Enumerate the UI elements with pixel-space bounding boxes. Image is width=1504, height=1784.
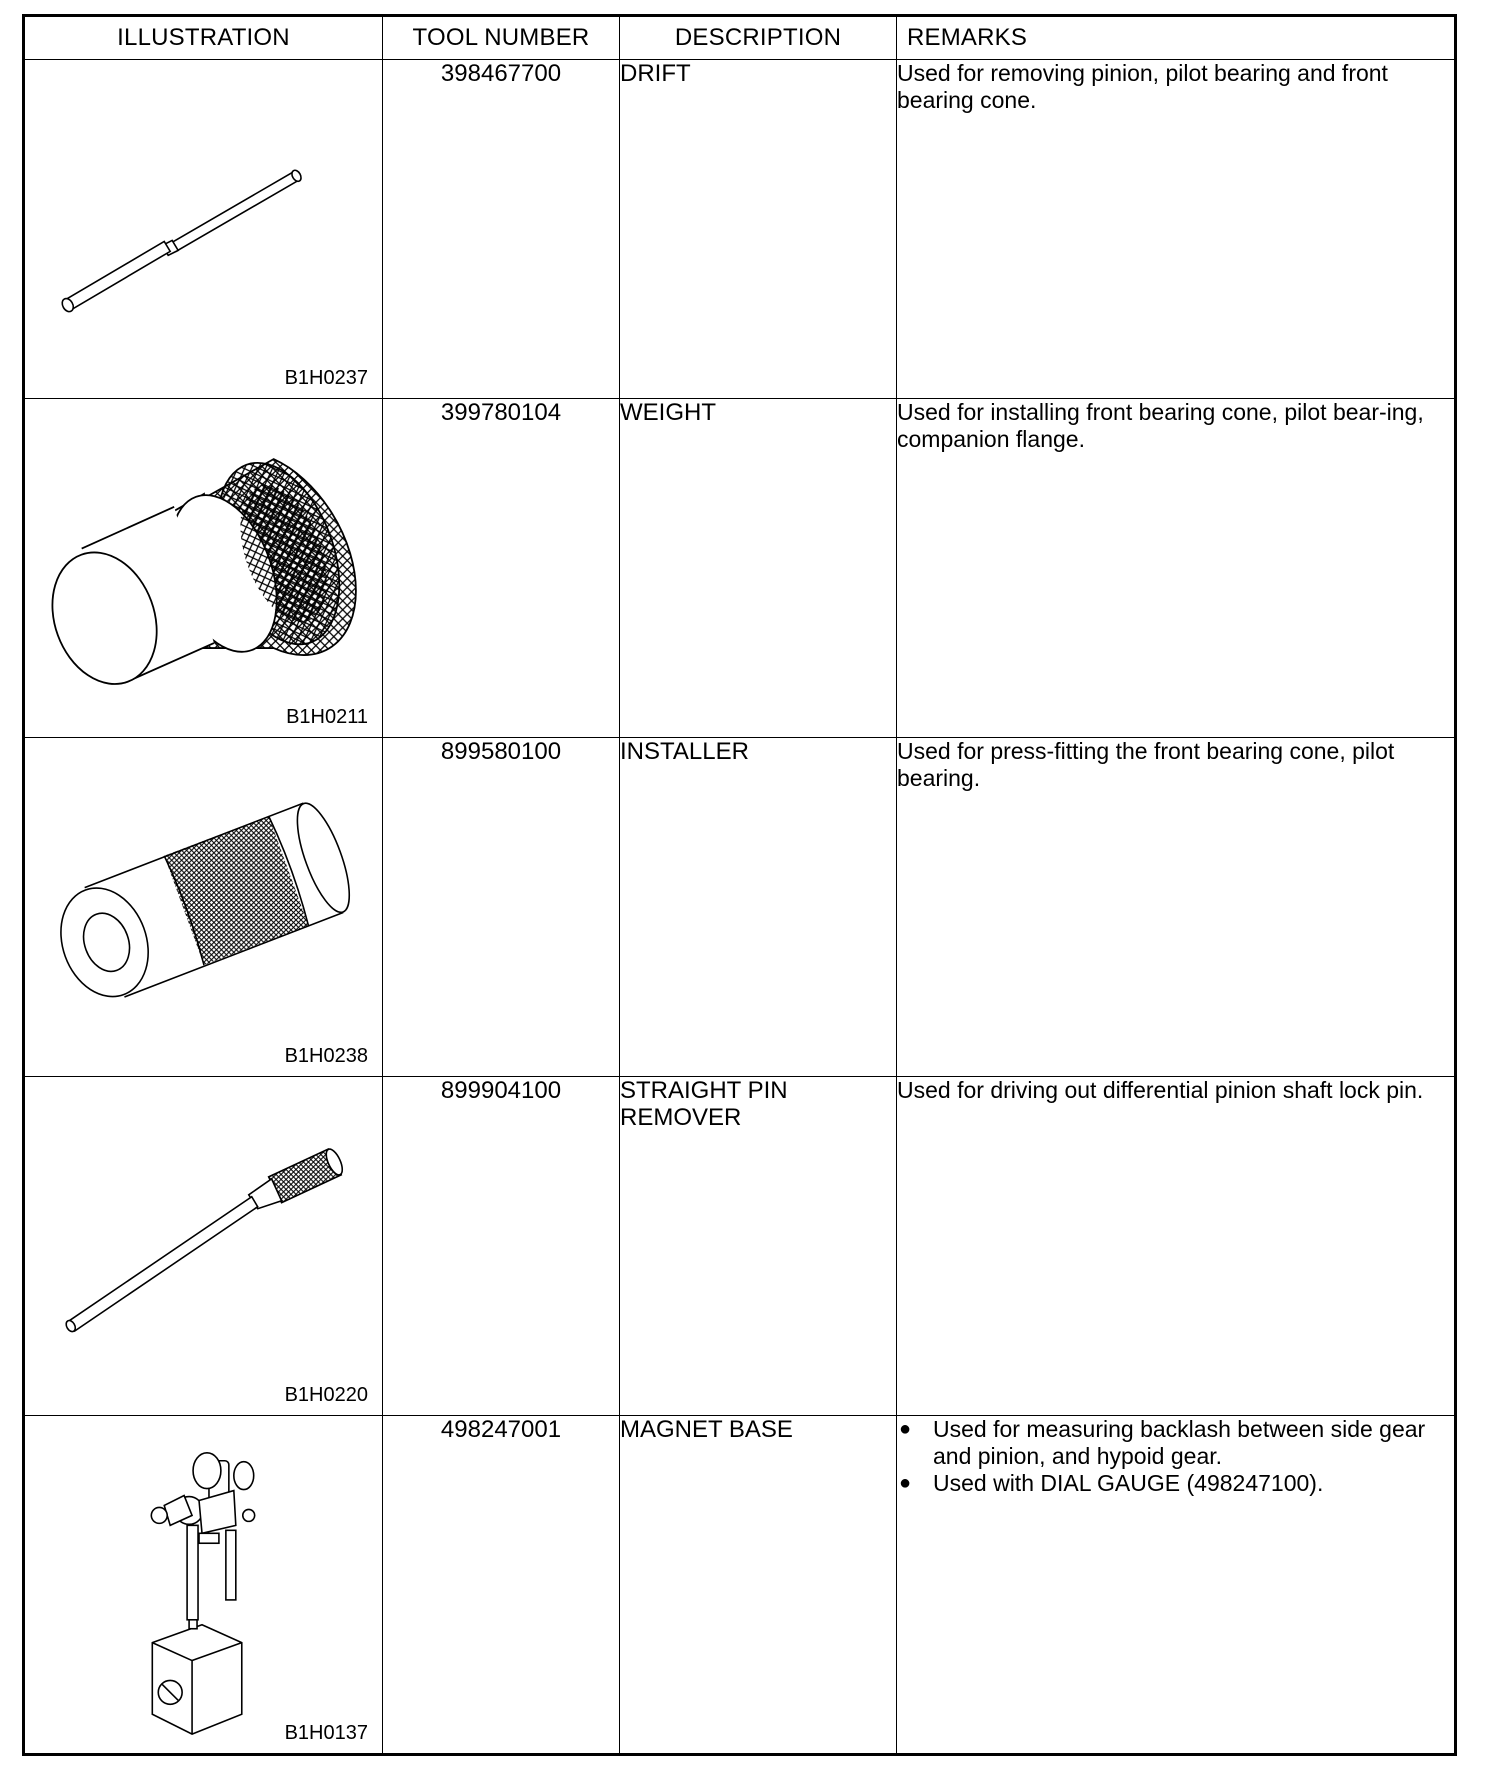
- special-tools-table: [22, 14, 1457, 1756]
- description-cell: MAGNET BASE: [620, 1416, 897, 1755]
- figure-code: B1H0211: [286, 706, 368, 728]
- header-remarks: REMARKS: [897, 16, 1456, 60]
- straight-pin-remover-icon: [25, 1077, 382, 1415]
- list-item: ● Used for measuring backlash between side gear and pinion, and hypoid gear.: [933, 1416, 1454, 1470]
- illustration-cell: [24, 1077, 383, 1416]
- table-row: [24, 738, 1456, 1077]
- magnet-base-icon: [25, 1416, 382, 1753]
- table-header-row: [24, 16, 1456, 60]
- header-tool-number: TOOL NUMBER: [383, 16, 620, 60]
- table-row: [24, 399, 1456, 738]
- tool-number-cell: 398467700: [383, 60, 620, 399]
- remarks-cell: [897, 1416, 1456, 1755]
- remarks-cell: Used for driving out differential pinion shaft lock pin.: [897, 1077, 1456, 1416]
- remarks-cell: Used for installing front bearing cone, pilot bear-ing, companion flange.: [897, 399, 1456, 738]
- illustration-cell: [24, 399, 383, 738]
- tool-number-cell: 899580100: [383, 738, 620, 1077]
- table-row: [24, 60, 1456, 399]
- description-cell: INSTALLER: [620, 738, 897, 1077]
- description-cell: DRIFT: [620, 60, 897, 399]
- remarks-cell: Used for removing pinion, pilot bearing and front bearing cone.: [897, 60, 1456, 399]
- description-cell: STRAIGHT PIN REMOVER: [620, 1077, 897, 1416]
- tool-number-cell: 899904100: [383, 1077, 620, 1416]
- drift-icon: [25, 60, 382, 398]
- table-row: [24, 1077, 1456, 1416]
- remarks-cell: Used for press-fitting the front bearing cone, pilot bearing.: [897, 738, 1456, 1077]
- header-description: DESCRIPTION: [620, 16, 897, 60]
- list-item: ● Used with DIAL GAUGE (498247100).: [933, 1470, 1454, 1497]
- table-row: [24, 1416, 1456, 1755]
- remarks-list: [897, 1416, 1454, 1497]
- header-illustration: ILLUSTRATION: [24, 16, 383, 60]
- illustration-cell: [24, 60, 383, 399]
- illustration-cell: [24, 1416, 383, 1755]
- description-cell: WEIGHT: [620, 399, 897, 738]
- installer-icon: [25, 738, 382, 1076]
- figure-code: B1H0237: [284, 367, 368, 389]
- figure-code: B1H0238: [284, 1045, 368, 1067]
- figure-code: B1H0137: [284, 1722, 368, 1744]
- figure-code: B1H0220: [284, 1384, 368, 1406]
- tool-number-cell: 498247001: [383, 1416, 620, 1755]
- tool-number-cell: 399780104: [383, 399, 620, 738]
- weight-icon: [25, 399, 382, 737]
- illustration-cell: [24, 738, 383, 1077]
